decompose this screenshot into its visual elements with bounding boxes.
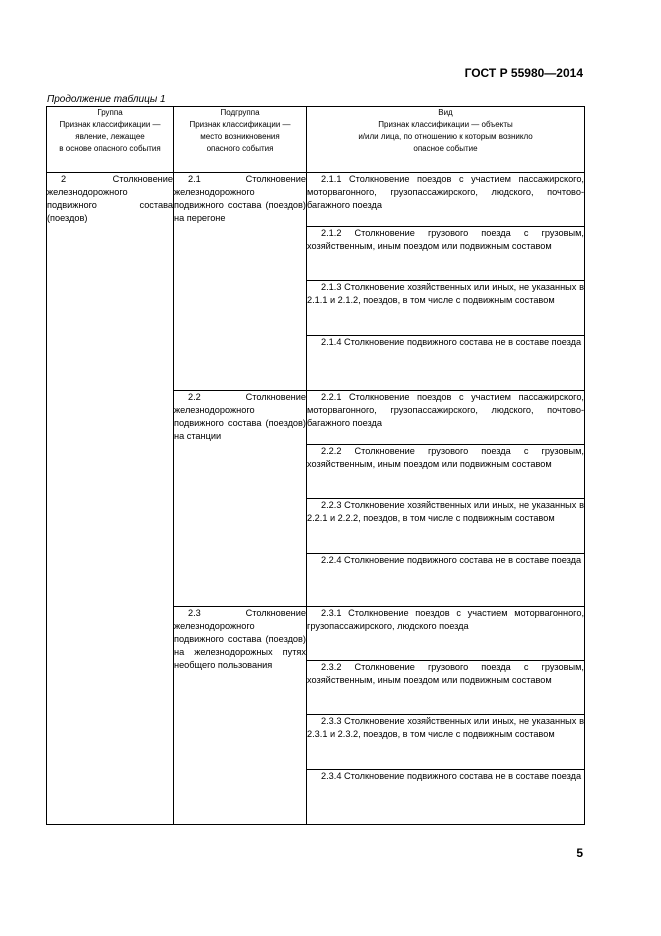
page-number: 5 (576, 846, 583, 860)
kind-cell-2-1-4: 2.1.4 Столкновение подвижного состава не в составе поезда (307, 336, 585, 391)
kind-cell-2-1-2: 2.1.2 Столкновение грузового поезда с грузовым, хозяйственным, иным поездом или подвижным составом (307, 227, 585, 281)
column-header-line: и/или лица, по отношению к которым возникло (358, 132, 533, 141)
column-header-line: Подгруппа (220, 108, 260, 117)
column-header-line: Признак классификации — (189, 120, 291, 129)
column-header-kind (307, 107, 585, 173)
column-header-line: опасного события (206, 144, 274, 153)
column-header-line: опасное событие (413, 144, 478, 153)
subgroup-cell-2-2: 2.2 Столкновение железнодорожного подвижного состава (поездов) на станции (174, 391, 307, 607)
column-header-subgroup (174, 107, 307, 173)
column-header-line: в основе опасного события (59, 144, 161, 153)
subgroup-cell-2-3: 2.3 Столкновение железнодорожного подвижного состава (поездов) на железнодорожных путях необщего пользования (174, 607, 307, 825)
document-standard-code: ГОСТ Р 55980—2014 (464, 66, 583, 80)
kind-cell-2-2-3: 2.2.3 Столкновение хозяйственных или иных, не указанных в 2.2.1 и 2.2.2, поездов, в том числе с подвижным составом (307, 499, 585, 554)
column-header-line: Вид (438, 108, 453, 117)
kind-cell-2-3-4: 2.3.4 Столкновение подвижного состава не в составе поезда (307, 770, 585, 825)
kind-cell-2-2-2: 2.2.2 Столкновение грузового поезда с грузовым, хозяйственным, иным поездом или подвижным составом (307, 445, 585, 499)
column-header-line: место возникновения (200, 132, 280, 141)
column-header-line: Признак классификации — (59, 120, 161, 129)
column-header-line: явление, лежащее (75, 132, 145, 141)
column-header-group (47, 107, 174, 173)
table-row (47, 173, 585, 227)
kind-cell-2-3-1: 2.3.1 Столкновение поездов с участием моторвагонного, грузопассажирского, людского поезда (307, 607, 585, 661)
kind-cell-2-1-1: 2.1.1 Столкновение поездов с участием пассажирского, моторвагонного, грузопассажирского, людского, почтово-багажного поезда (307, 173, 585, 227)
kind-cell-2-3-3: 2.3.3 Столкновение хозяйственных или иных, не указанных в 2.3.1 и 2.3.2, поездов, в том числе с подвижным составом (307, 715, 585, 770)
kind-cell-2-2-4: 2.2.4 Столкновение подвижного состава не в составе поезда (307, 554, 585, 607)
column-header-line: Признак классификации — объекты (378, 120, 513, 129)
kind-cell-2-1-3: 2.1.3 Столкновение хозяйственных или иных, не указанных в 2.1.1 и 2.1.2, поездов, в том числе с подвижным составом (307, 281, 585, 336)
kind-cell-2-3-2: 2.3.2 Столкновение грузового поезда с грузовым, хозяйственным, иным поездом или подвижным составом (307, 661, 585, 715)
table-header-row (47, 107, 585, 173)
subgroup-cell-2-1: 2.1 Столкновение железнодорожного подвижного состава (поездов) на перегоне (174, 173, 307, 391)
column-header-line: Группа (97, 108, 123, 117)
kind-cell-2-2-1: 2.2.1 Столкновение поездов с участием пассажирского, моторвагонного, грузопассажирского, людского, почтово-багажного поезда (307, 391, 585, 445)
group-cell: 2 Столкновение железнодорожного подвижного состава (поездов) (47, 173, 174, 825)
table-caption: Продолжение таблицы 1 (47, 94, 166, 105)
classification-table (46, 106, 585, 825)
